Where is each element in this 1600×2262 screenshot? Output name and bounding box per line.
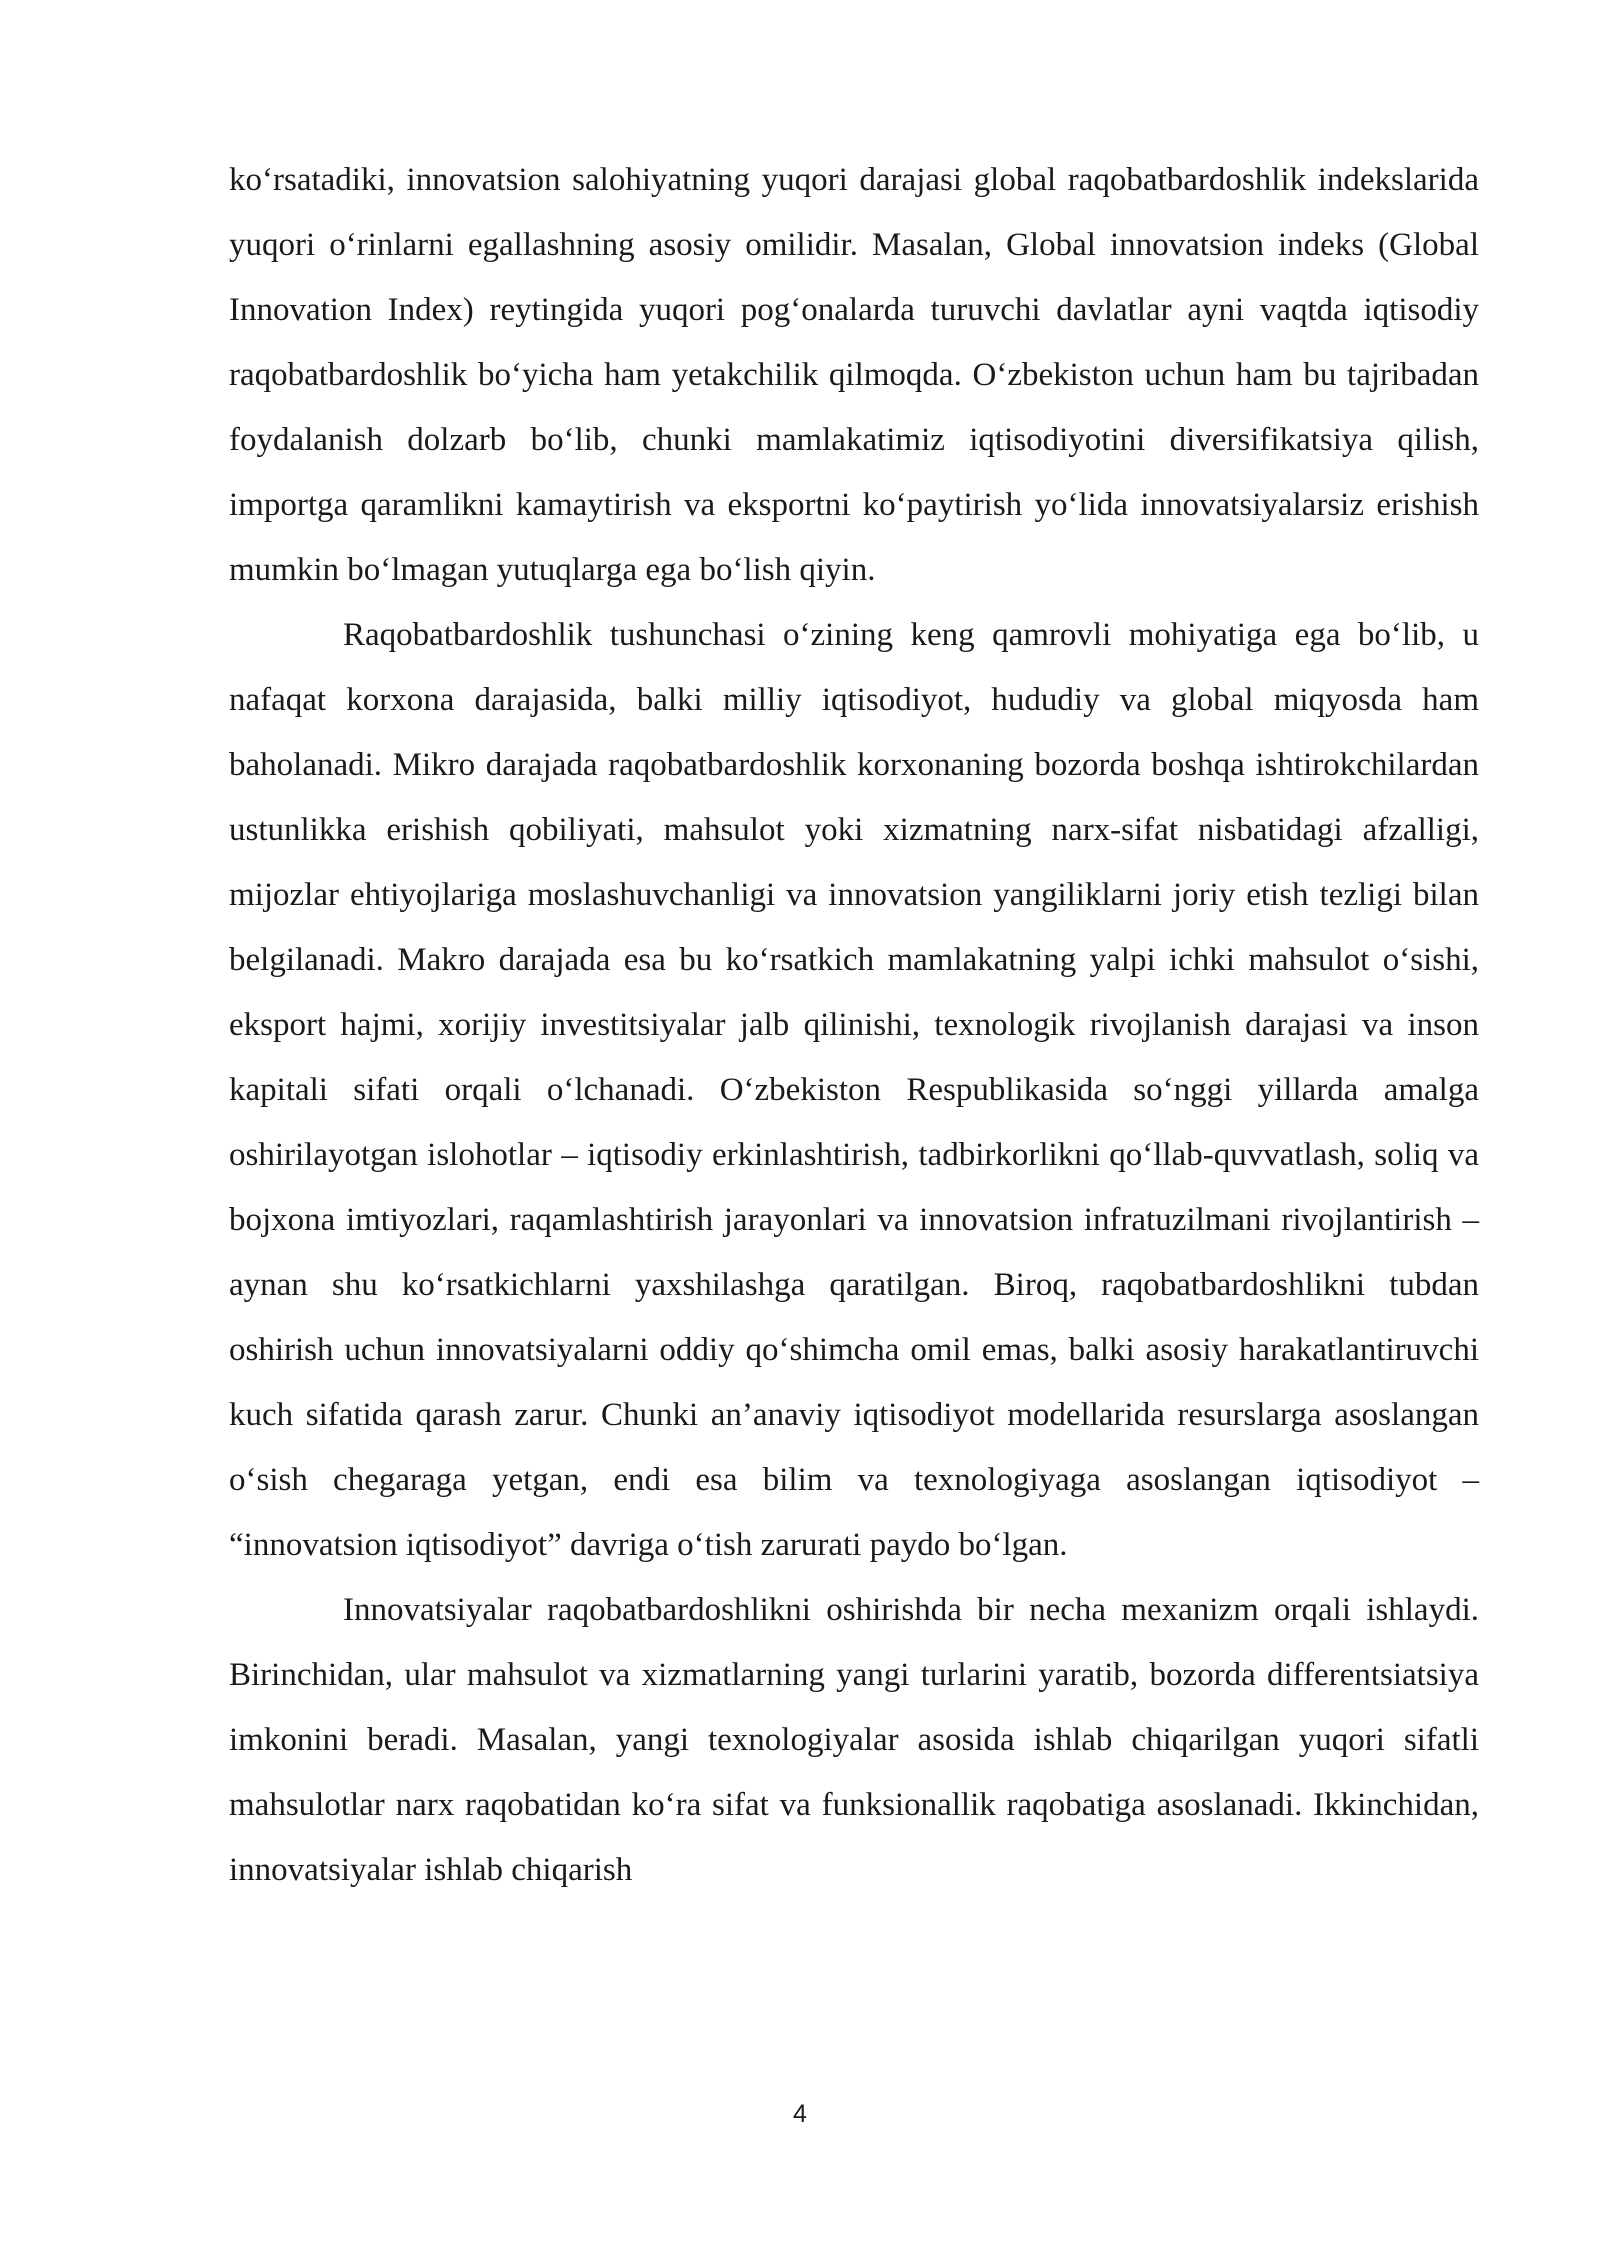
body-text [229, 148, 1479, 1903]
page-number: 4 [793, 2100, 807, 2128]
paragraph-2: Raqobatbardoshlik tushunchasi oʻzining keng qamrovli mohiyatiga ega boʻlib, u nafaqat korxona darajasida, balki milliy iqtisodiyot, hududiy va global miqyosda ham baholanadi. Mikro darajada raqobatbardoshlik korxonaning bozorda boshqa ishtirokchilardan ustunlikka erishish qobiliyati, mahsulot yoki xizmatning narx-sifat nisbatidagi afzalligi, mijozlar ehtiyojlariga moslashuvchanligi va innovatsion yangiliklarni joriy etish tezligi bilan belgilanadi. Makro darajada esa bu koʻrsatkich mamlakatning yalpi ichki mahsulot oʻsishi, eksport hajmi, xorijiy investitsiyalar jalb qilinishi, texnologik rivojlanish darajasi va inson kapitali sifati orqali oʻlchanadi. Oʻzbekiston Respublikasida soʻnggi yillarda amalga oshirilayotgan islohotlar – iqtisodiy erkinlashtirish, tadbirkorlikni qoʻllab-quvvatlash, soliq va bojxona imtiyozlari, raqamlashtirish jarayonlari va innovatsion infratuzilmani rivojlantirish – aynan shu koʻrsatkichlarni yaxshilashga qaratilgan. Biroq, raqobatbardoshlikni tubdan oshirish uchun innovatsiyalarni oddiy qoʻshimcha omil emas, balki asosiy harakatlantiruvchi kuch sifatida qarash zarur. Chunki an’anaviy iqtisodiyot modellarida resurslarga asoslangan oʻsish chegaraga yetgan, endi esa bilim va texnologiyaga asoslangan iqtisodiyot – “innovatsion iqtisodiyot” davriga oʻtish zarurati paydo boʻlgan. [229, 617, 1479, 1563]
paragraph-1: koʻrsatadiki, innovatsion salohiyatning yuqori darajasi global raqobatbardoshlik indekslarida yuqori oʻrinlarni egallashning asosiy omilidir. Masalan, Global innovatsion indeks (Global Innovation Index) reytingida yuqori pogʻonalarda turuvchi davlatlar ayni vaqtda iqtisodiy raqobatbardoshlik boʻyicha ham yetakchilik qilmoqda. Oʻzbekiston uchun ham bu tajribadan foydalanish dolzarb boʻlib, chunki mamlakatimiz iqtisodiyotini diversifikatsiya qilish, importga qaramlikni kamaytirish va eksportni koʻpaytirish yoʻlida innovatsiyalarsiz erishish mumkin boʻlmagan yutuqlarga ega boʻlish qiyin. [229, 162, 1479, 588]
paragraph-3: Innovatsiyalar raqobatbardoshlikni oshirishda bir necha mexanizm orqali ishlaydi. Birinchidan, ular mahsulot va xizmatlarning yangi turlarini yaratib, bozorda differentsiatsiya imkonini beradi. Masalan, yangi texnologiyalar asosida ishlab chiqarilgan yuqori sifatli mahsulotlar narx raqobatidan koʻra sifat va funksionallik raqobatiga asoslanadi. Ikkinchidan, innovatsiyalar ishlab chiqarish [229, 1592, 1479, 1888]
